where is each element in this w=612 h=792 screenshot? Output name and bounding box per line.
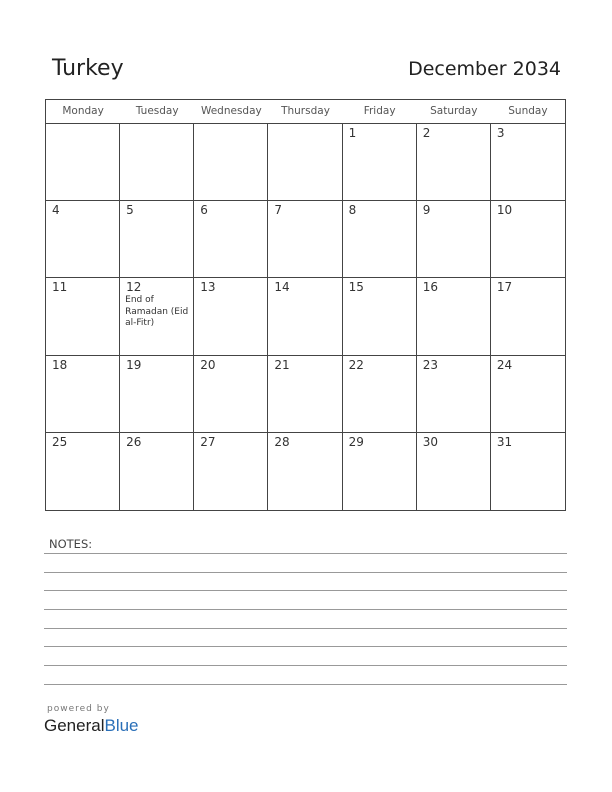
day-number: 21 — [274, 357, 290, 372]
day-cell[interactable] — [343, 356, 417, 433]
weekday-header: Friday — [343, 100, 417, 124]
notes-line — [44, 572, 567, 573]
day-number: 18 — [52, 357, 68, 372]
day-cell[interactable] — [491, 356, 565, 433]
day-number: 9 — [422, 203, 431, 218]
holiday-event: End of Ramadan (Eid al-Fitr) — [125, 295, 189, 329]
day-number: 22 — [348, 357, 364, 372]
notes-label: NOTES: — [49, 537, 93, 551]
day-cell[interactable] — [194, 201, 268, 278]
day-number: 8 — [348, 203, 357, 218]
day-cell[interactable] — [120, 124, 194, 201]
day-cell[interactable] — [417, 356, 491, 433]
day-cell[interactable] — [343, 124, 417, 201]
day-number: 15 — [348, 280, 364, 295]
weekday-header: Saturday — [417, 100, 491, 124]
day-cell[interactable] — [343, 433, 417, 510]
day-cell[interactable] — [268, 433, 342, 510]
country-title: Turkey — [52, 56, 124, 81]
weekday-header: Tuesday — [120, 100, 194, 124]
day-number: 11 — [52, 280, 68, 295]
day-number: 27 — [200, 434, 216, 449]
day-number: 28 — [274, 434, 290, 449]
day-cell[interactable] — [417, 278, 491, 355]
day-number: 6 — [200, 203, 208, 218]
day-number: 13 — [200, 280, 216, 295]
day-number: 5 — [126, 203, 134, 218]
day-number: 2 — [422, 126, 431, 140]
day-cell[interactable] — [46, 278, 120, 355]
day-number: 1 — [348, 126, 357, 140]
notes-line — [44, 590, 567, 591]
day-cell[interactable] — [120, 278, 194, 355]
day-cell[interactable] — [268, 356, 342, 433]
day-number: 16 — [422, 280, 438, 295]
day-number: 14 — [274, 280, 290, 295]
day-cell[interactable] — [120, 433, 194, 510]
notes-line — [44, 684, 567, 685]
powered-by-text: powered by — [47, 704, 110, 714]
day-number: 29 — [348, 434, 364, 449]
notes-line — [44, 646, 567, 647]
day-cell[interactable] — [46, 124, 120, 201]
calendar-grid — [45, 99, 566, 511]
notes-line — [44, 609, 567, 610]
generalblue-logo[interactable] — [44, 716, 139, 736]
day-cell[interactable] — [46, 356, 120, 433]
day-cell[interactable] — [194, 433, 268, 510]
day-number: 31 — [496, 434, 513, 449]
day-cell[interactable] — [120, 201, 194, 278]
day-cell[interactable] — [120, 356, 194, 433]
day-cell[interactable] — [194, 356, 268, 433]
month-year-title: December 2034 — [408, 58, 561, 80]
day-cell[interactable] — [194, 278, 268, 355]
notes-line — [44, 553, 567, 554]
day-cell[interactable] — [491, 124, 565, 201]
weekday-header: Sunday — [491, 100, 565, 124]
day-cell[interactable] — [343, 278, 417, 355]
day-cell[interactable] — [268, 201, 342, 278]
day-cell[interactable] — [491, 433, 565, 510]
day-number: 23 — [422, 357, 438, 372]
brand-general: General — [44, 716, 105, 735]
day-cell[interactable] — [194, 124, 268, 201]
day-cell[interactable] — [491, 201, 565, 278]
day-number: 4 — [52, 203, 60, 218]
day-cell[interactable] — [491, 278, 565, 355]
day-number: 19 — [126, 357, 142, 372]
day-cell[interactable] — [46, 433, 120, 510]
day-cell[interactable] — [268, 278, 342, 355]
notes-line — [44, 628, 567, 629]
day-cell[interactable] — [268, 124, 342, 201]
day-cell[interactable] — [417, 201, 491, 278]
day-number: 12 — [126, 280, 142, 295]
day-cell[interactable] — [417, 124, 491, 201]
day-number: 3 — [496, 126, 505, 140]
day-number: 20 — [200, 357, 216, 372]
day-number: 7 — [274, 203, 283, 218]
day-cell[interactable] — [46, 201, 120, 278]
day-number: 25 — [52, 434, 68, 449]
day-number: 10 — [496, 203, 513, 218]
weekday-header: Monday — [46, 100, 120, 124]
day-cell[interactable] — [343, 201, 417, 278]
day-number: 17 — [496, 280, 513, 295]
notes-line — [44, 665, 567, 666]
day-number: 24 — [496, 357, 513, 372]
day-number: 30 — [422, 434, 438, 449]
weekday-header: Thursday — [268, 100, 342, 124]
weekday-header: Wednesday — [194, 100, 268, 124]
day-number: 26 — [126, 434, 142, 449]
brand-blue: Blue — [104, 716, 139, 735]
day-cell[interactable] — [417, 433, 491, 510]
